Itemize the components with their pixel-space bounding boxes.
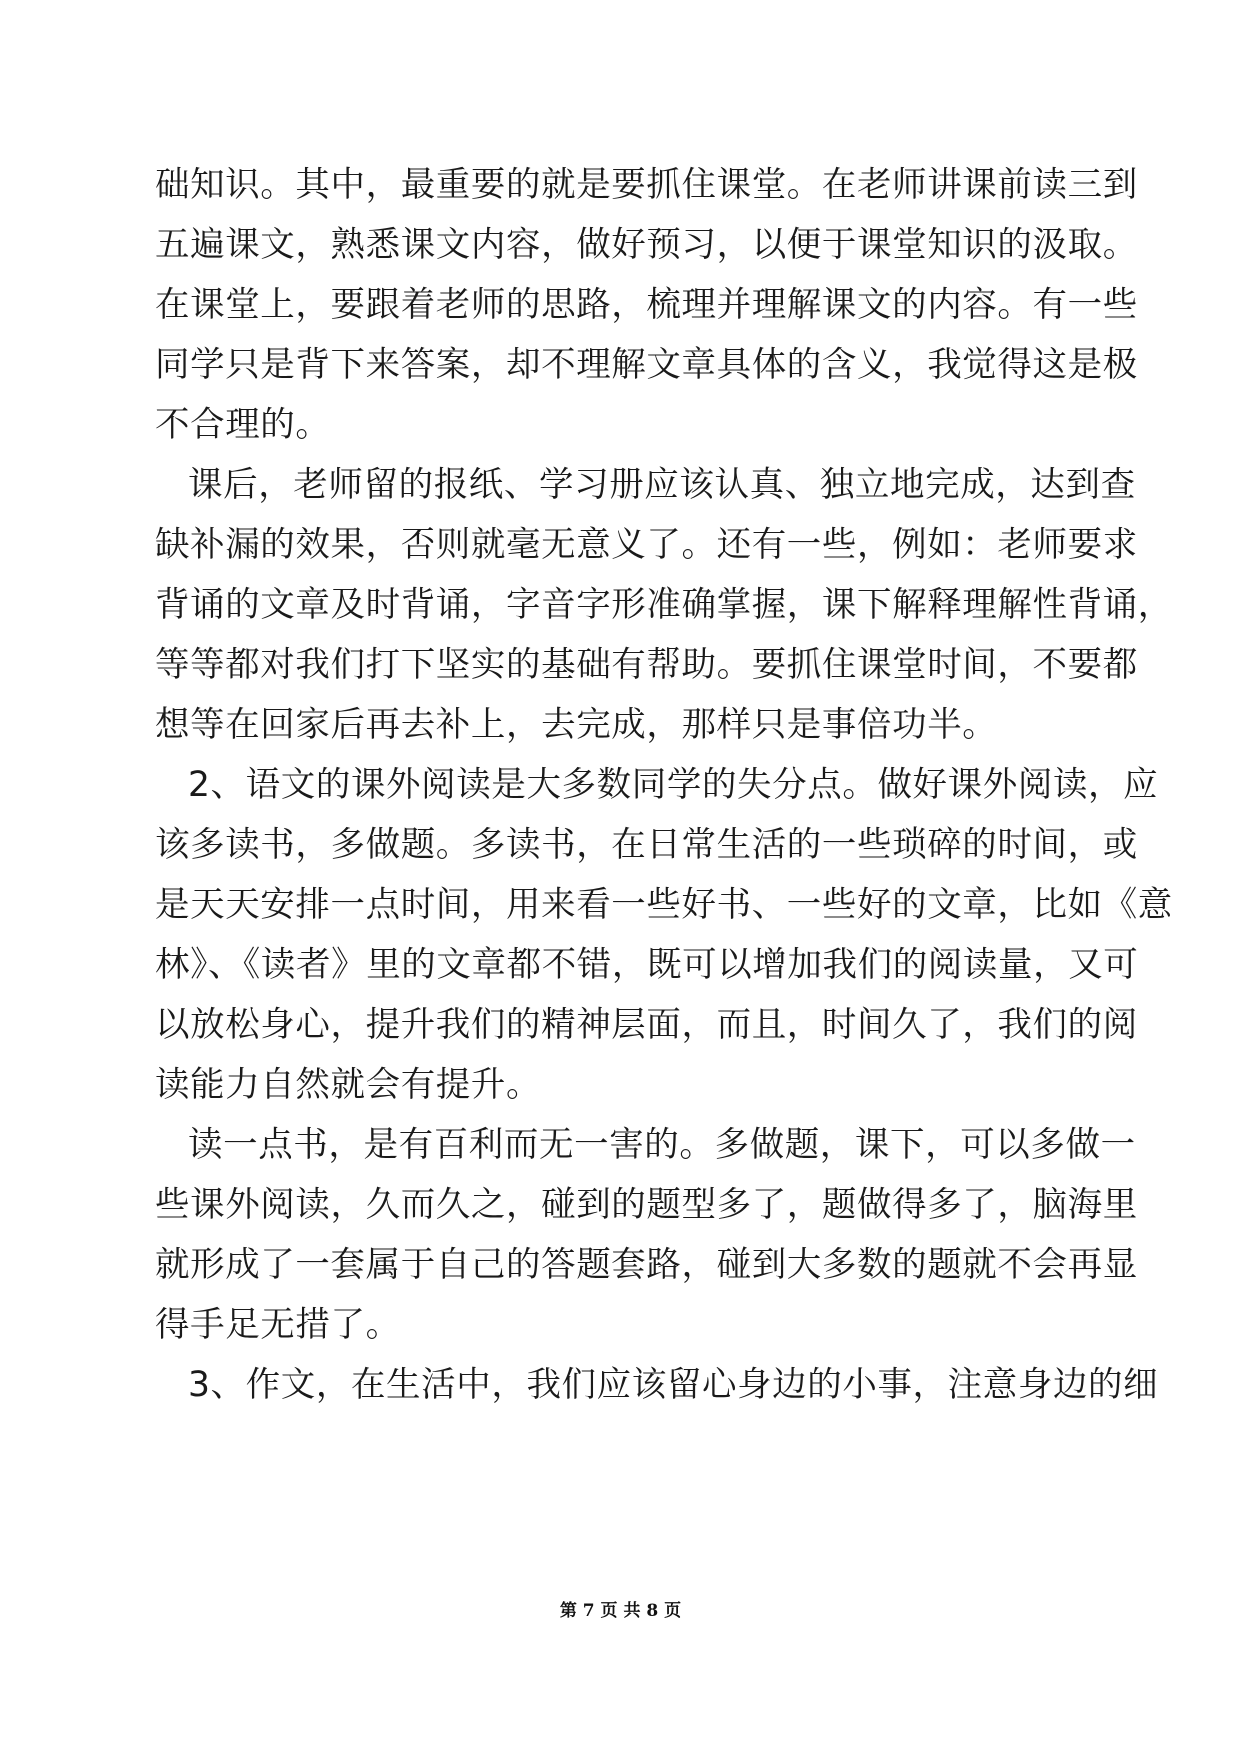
text-line: 2、语文的课外阅读是大多数同学的失分点。做好课外阅读，应 <box>188 765 1159 805</box>
text-line: 以放松身心，提升我们的精神层面，而且，时间久了，我们的阅 <box>155 1005 1138 1045</box>
page-number-footer: 第 7 页 共 8 页 <box>559 1601 682 1621</box>
text-line: 础知识。其中，最重要的就是要抓住课堂。在老师讲课前读三到 <box>155 165 1138 205</box>
text-line: 3、作文，在生活中，我们应该留心身边的小事，注意身边的细 <box>188 1365 1159 1405</box>
text-line: 是天天安排一点时间，用来看一些好书、一些好的文章，比如《意 <box>155 885 1173 925</box>
text-line: 些课外阅读，久而久之，碰到的题型多了，题做得多了，脑海里 <box>155 1185 1138 1225</box>
text-line: 在课堂上，要跟着老师的思路，梳理并理解课文的内容。有一些 <box>155 285 1138 325</box>
text-line: 读一点书，是有百利而无一害的。多做题，课下，可以多做一 <box>188 1125 1136 1165</box>
text-line: 同学只是背下来答案，却不理解文章具体的含义，我觉得这是极 <box>155 345 1138 385</box>
text-line: 想等在回家后再去补上，去完成，那样只是事倍功半。 <box>155 705 998 745</box>
text-line: 林》、《读者》里的文章都不错，既可以增加我们的阅读量，又可 <box>155 945 1139 985</box>
text-line: 等等都对我们打下坚实的基础有帮助。要抓住课堂时间，不要都 <box>155 645 1138 685</box>
text-line: 不合理的。 <box>155 405 331 445</box>
text-line: 背诵的文章及时背诵，字音字形准确掌握，课下解释理解性背诵， <box>155 585 1173 625</box>
text-line: 就形成了一套属于自己的答题套路，碰到大多数的题就不会再显 <box>155 1245 1138 1285</box>
text-line: 五遍课文，熟悉课文内容，做好预习，以便于课堂知识的汲取。 <box>155 225 1138 265</box>
text-line: 得手足无措了。 <box>155 1305 401 1345</box>
text-line: 课后，老师留的报纸、学习册应该认真、独立地完成，达到查 <box>188 465 1136 505</box>
text-line: 该多读书，多做题。多读书，在日常生活的一些琐碎的时间，或 <box>155 825 1138 865</box>
text-line: 缺补漏的效果，否则就毫无意义了。还有一些，例如：老师要求 <box>155 525 1138 565</box>
text-line: 读能力自然就会有提升。 <box>155 1065 542 1105</box>
